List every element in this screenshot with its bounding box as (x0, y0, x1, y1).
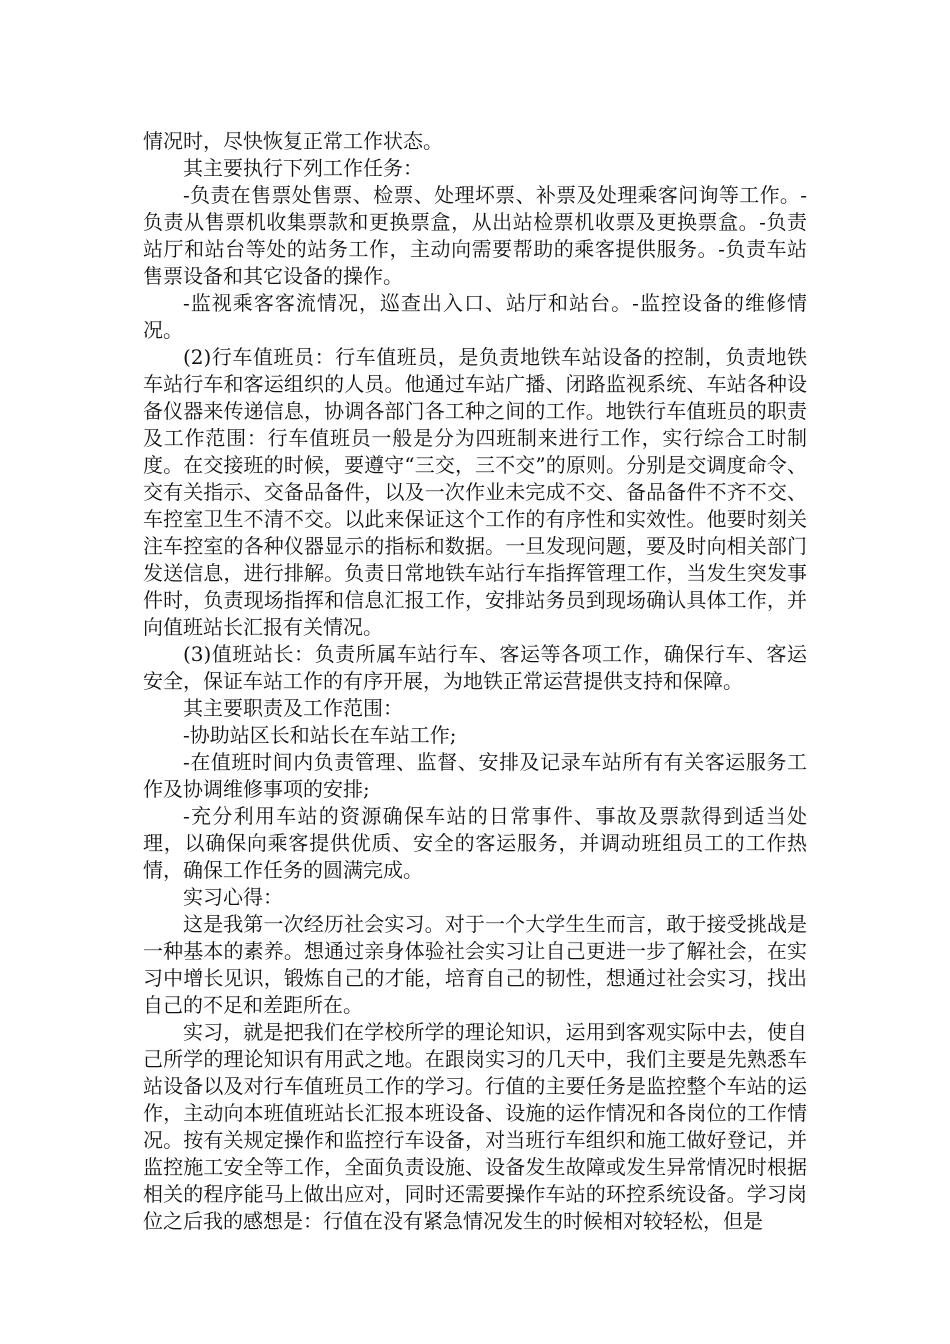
paragraph-first-internship: 这是我第一次经历社会实习。对于一个大学生生而言，敢于接受挑战是一种基本的素养。想通过亲身体验社会实习让自己更进一步了解社会，在实习中增长见识，锻炼自己的才能，培育自己的韧性，想通过社会实习，找出自己的不足和差距所在。 (143, 912, 807, 1017)
paragraph-internship-reflection: 实习，就是把我们在学校所学的理论知识，运用到客观实际中去，使自己所学的理论知识有用武之地。在跟岗实习的几天中，我们主要是先熟悉车站设备以及对行车值班员工作的学习。行值的主要任务是监控整个车站的运作，主动向本班值班站长汇报本班设备、设施的运作情况和各岗位的工作情况。按有关规定操作和监控行车设备，对当班行车组织和施工做好登记，并监控施工安全等工作，全面负责设施、设备发生故障或发生异常情况时根据相关的程序能马上做出应对，同时还需要操作车站的环控系统设备。学习岗位之后我的感想是：行值在没有紧急情况发生的时候相对较轻松，但是 (143, 1020, 807, 1233)
paragraph-station-master: (3)值班站长：负责所属车站行车、客运等各项工作，确保行车、客运安全，保证车站工作的有序开展，为地铁正常运营提供支持和保障。 (143, 642, 807, 693)
paragraph-ticket-duties: -负责在售票处售票、检票、处理坏票、补票及处理乘客问询等工作。-负责从售票机收集票款和更换票盒，从出站检票机收票及更换票盒。-负责站厅和站台等处的站务工作，主动向需要帮助的乘客提供服务。-负责车站售票设备和其它设备的操作。 (143, 183, 807, 288)
paragraph-train-duty-officer: (2)行车值班员：行车值班员，是负责地铁车站设备的控制，负责地铁车站行车和客运组织的人员。他通过车站广播、闭路监视系统、车站各种设备仪器来传递信息，协调各部门各工种之间的工作。地铁行车值班员的职责及工作范围：行车值班员一般是分为四班制来进行工作，实行综合工时制度。在交接班的时候，要遵守“三交，三不交”的原则。分别是交调度命令、交有关指示、交备品备件，以及一次作业未完成不交、备品备件不齐不交、车控室卫生不清不交。以此来保证这个工作的有序性和实效性。他要时刻关注车控室的各种仪器显示的指标和数据。一旦发现问题，要及时向相关部门发送信息，进行排解。负责日常地铁车站行车指挥管理工作，当发生突发事件时，负责现场指挥和信息汇报工作，安排站务员到现场确认具体工作，并向值班站长汇报有关情况。 (143, 345, 807, 639)
paragraph-tasks-heading: 其主要执行下列工作任务： (183, 156, 423, 180)
paragraph-responsibilities-heading: 其主要职责及工作范围： (183, 696, 403, 720)
document-body (143, 128, 807, 1235)
paragraph-monitoring-duties: -监视乘客客流情况，巡查出入口、站厅和站台。-监控设备的维修情况。 (143, 291, 807, 342)
paragraph-experience-heading: 实习心得： (183, 885, 283, 909)
paragraph-assist-duty: -协助站区长和站长在车站工作; (183, 723, 457, 747)
paragraph-management-duty: -在值班时间内负责管理、监督、安排及记录车站所有有关客运服务工作及协调维修事项的安排; (143, 750, 807, 801)
paragraph-resource-duty: -充分利用车站的资源确保车站的日常事件、事故及票款得到适当处理，以确保向乘客提供优质、安全的客运服务，并调动班组员工的工作热情，确保工作任务的圆满完成。 (143, 804, 807, 882)
paragraph-continuation: 情况时，尽快恢复正常工作状态。 (143, 129, 443, 153)
